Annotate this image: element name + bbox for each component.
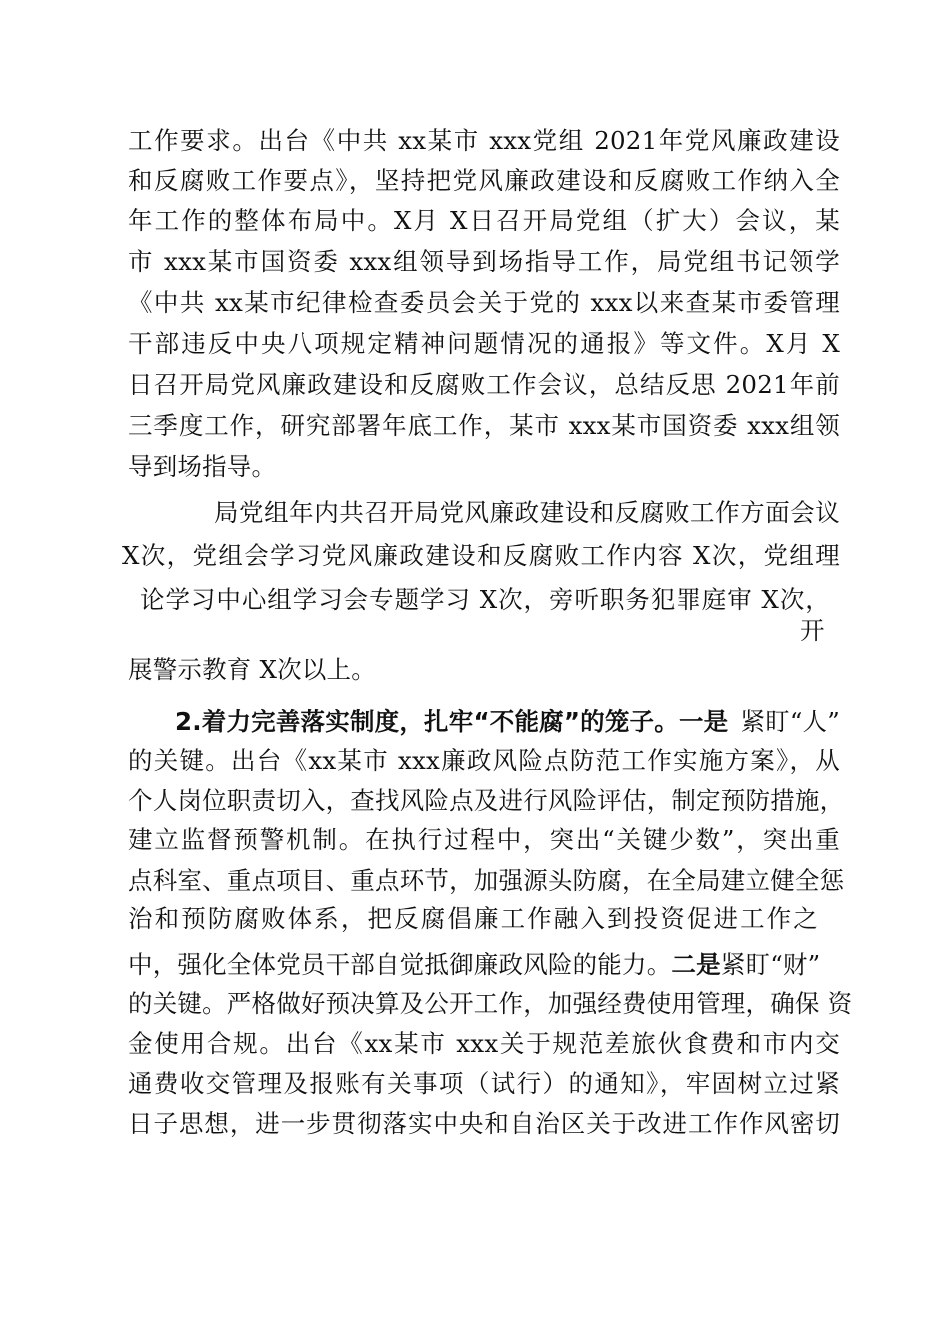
- body-line: 三季度工作，研究部署年底工作，某市 xxx某市国资委 xxx组领: [128, 411, 840, 440]
- body-line: 工作要求。出台《中共 xx某市 xxx党组 2021年党风廉政建设: [128, 126, 840, 155]
- body-line: 点科室、重点项目、重点环节，加强源头防腐，在全局建立健全惩: [128, 866, 845, 895]
- line-text: 紧盯“财”: [720, 950, 821, 979]
- section-heading-line: [175, 702, 840, 742]
- body-line: 年工作的整体布局中。X月 X日召开局党组（扩大）会议，某: [128, 206, 840, 235]
- body-line: 论学习中心组学习会专题学习 X次，旁听职务犯罪庭审 X次，: [140, 585, 830, 614]
- body-line: 金使用合规。出台《xx某市 xxx关于规范差旅伙食费和市内交: [128, 1029, 840, 1058]
- body-line: X次，党组会学习党风廉政建设和反腐败工作内容 X次，党组理: [122, 541, 840, 570]
- section-heading: 2.着力完善落实制度，扎牢“不能腐”的笼子。一是: [175, 707, 729, 736]
- body-line: 的关键。出台《xx某市 xxx廉政风险点防范工作实施方案》，从: [128, 746, 840, 775]
- body-line: 日召开局党风廉政建设和反腐败工作会议，总结反思 2021年前: [128, 370, 840, 399]
- body-line: 个人岗位职责切入，查找风险点及进行风险评估，制定预防措施，: [128, 786, 845, 815]
- body-line: 日子思想，进一步贯彻落实中央和自治区关于改进工作作风密切: [128, 1109, 840, 1138]
- body-line: 通费收交管理及报账有关事项（试行）的通知》，牢固树立过紧: [128, 1069, 840, 1098]
- body-line: 治和预防腐败体系，把反腐倡廉工作融入到投资促进工作之: [128, 904, 818, 933]
- body-line: 《中共 xx某市纪律检查委员会关于党的 xxx以来查某市委管理: [128, 288, 840, 317]
- body-line: 建立监督预警机制。在执行过程中，突出“关键少数”，突出重: [128, 825, 840, 854]
- body-line-mixed: [128, 945, 840, 985]
- body-line: 展警示教育 X次以上。: [128, 655, 376, 684]
- body-line: 导到场指导。: [128, 452, 277, 481]
- body-line: 的关键。严格做好预决算及公开工作，加强经费使用管理，确保 资: [128, 989, 853, 1018]
- body-line: 市 xxx某市国资委 xxx组领导到场指导工作，局党组书记领学: [128, 247, 840, 276]
- body-line: 和反腐败工作要点》，坚持把党风廉政建设和反腐败工作纳入全: [128, 166, 840, 195]
- body-line: 开: [800, 616, 825, 645]
- body-line: 局党组年内共召开局党风廉政建设和反腐败工作方面会议: [214, 498, 840, 527]
- body-line: 干部违反中央八项规定精神问题情况的通报》等文件。X月 X: [128, 329, 840, 358]
- heading-rest: 紧盯“人”: [740, 707, 840, 736]
- line-text: 中，强化全体党员干部自觉抵御廉政风险的能力。: [128, 950, 672, 979]
- emphasis-text: 二是: [671, 950, 721, 979]
